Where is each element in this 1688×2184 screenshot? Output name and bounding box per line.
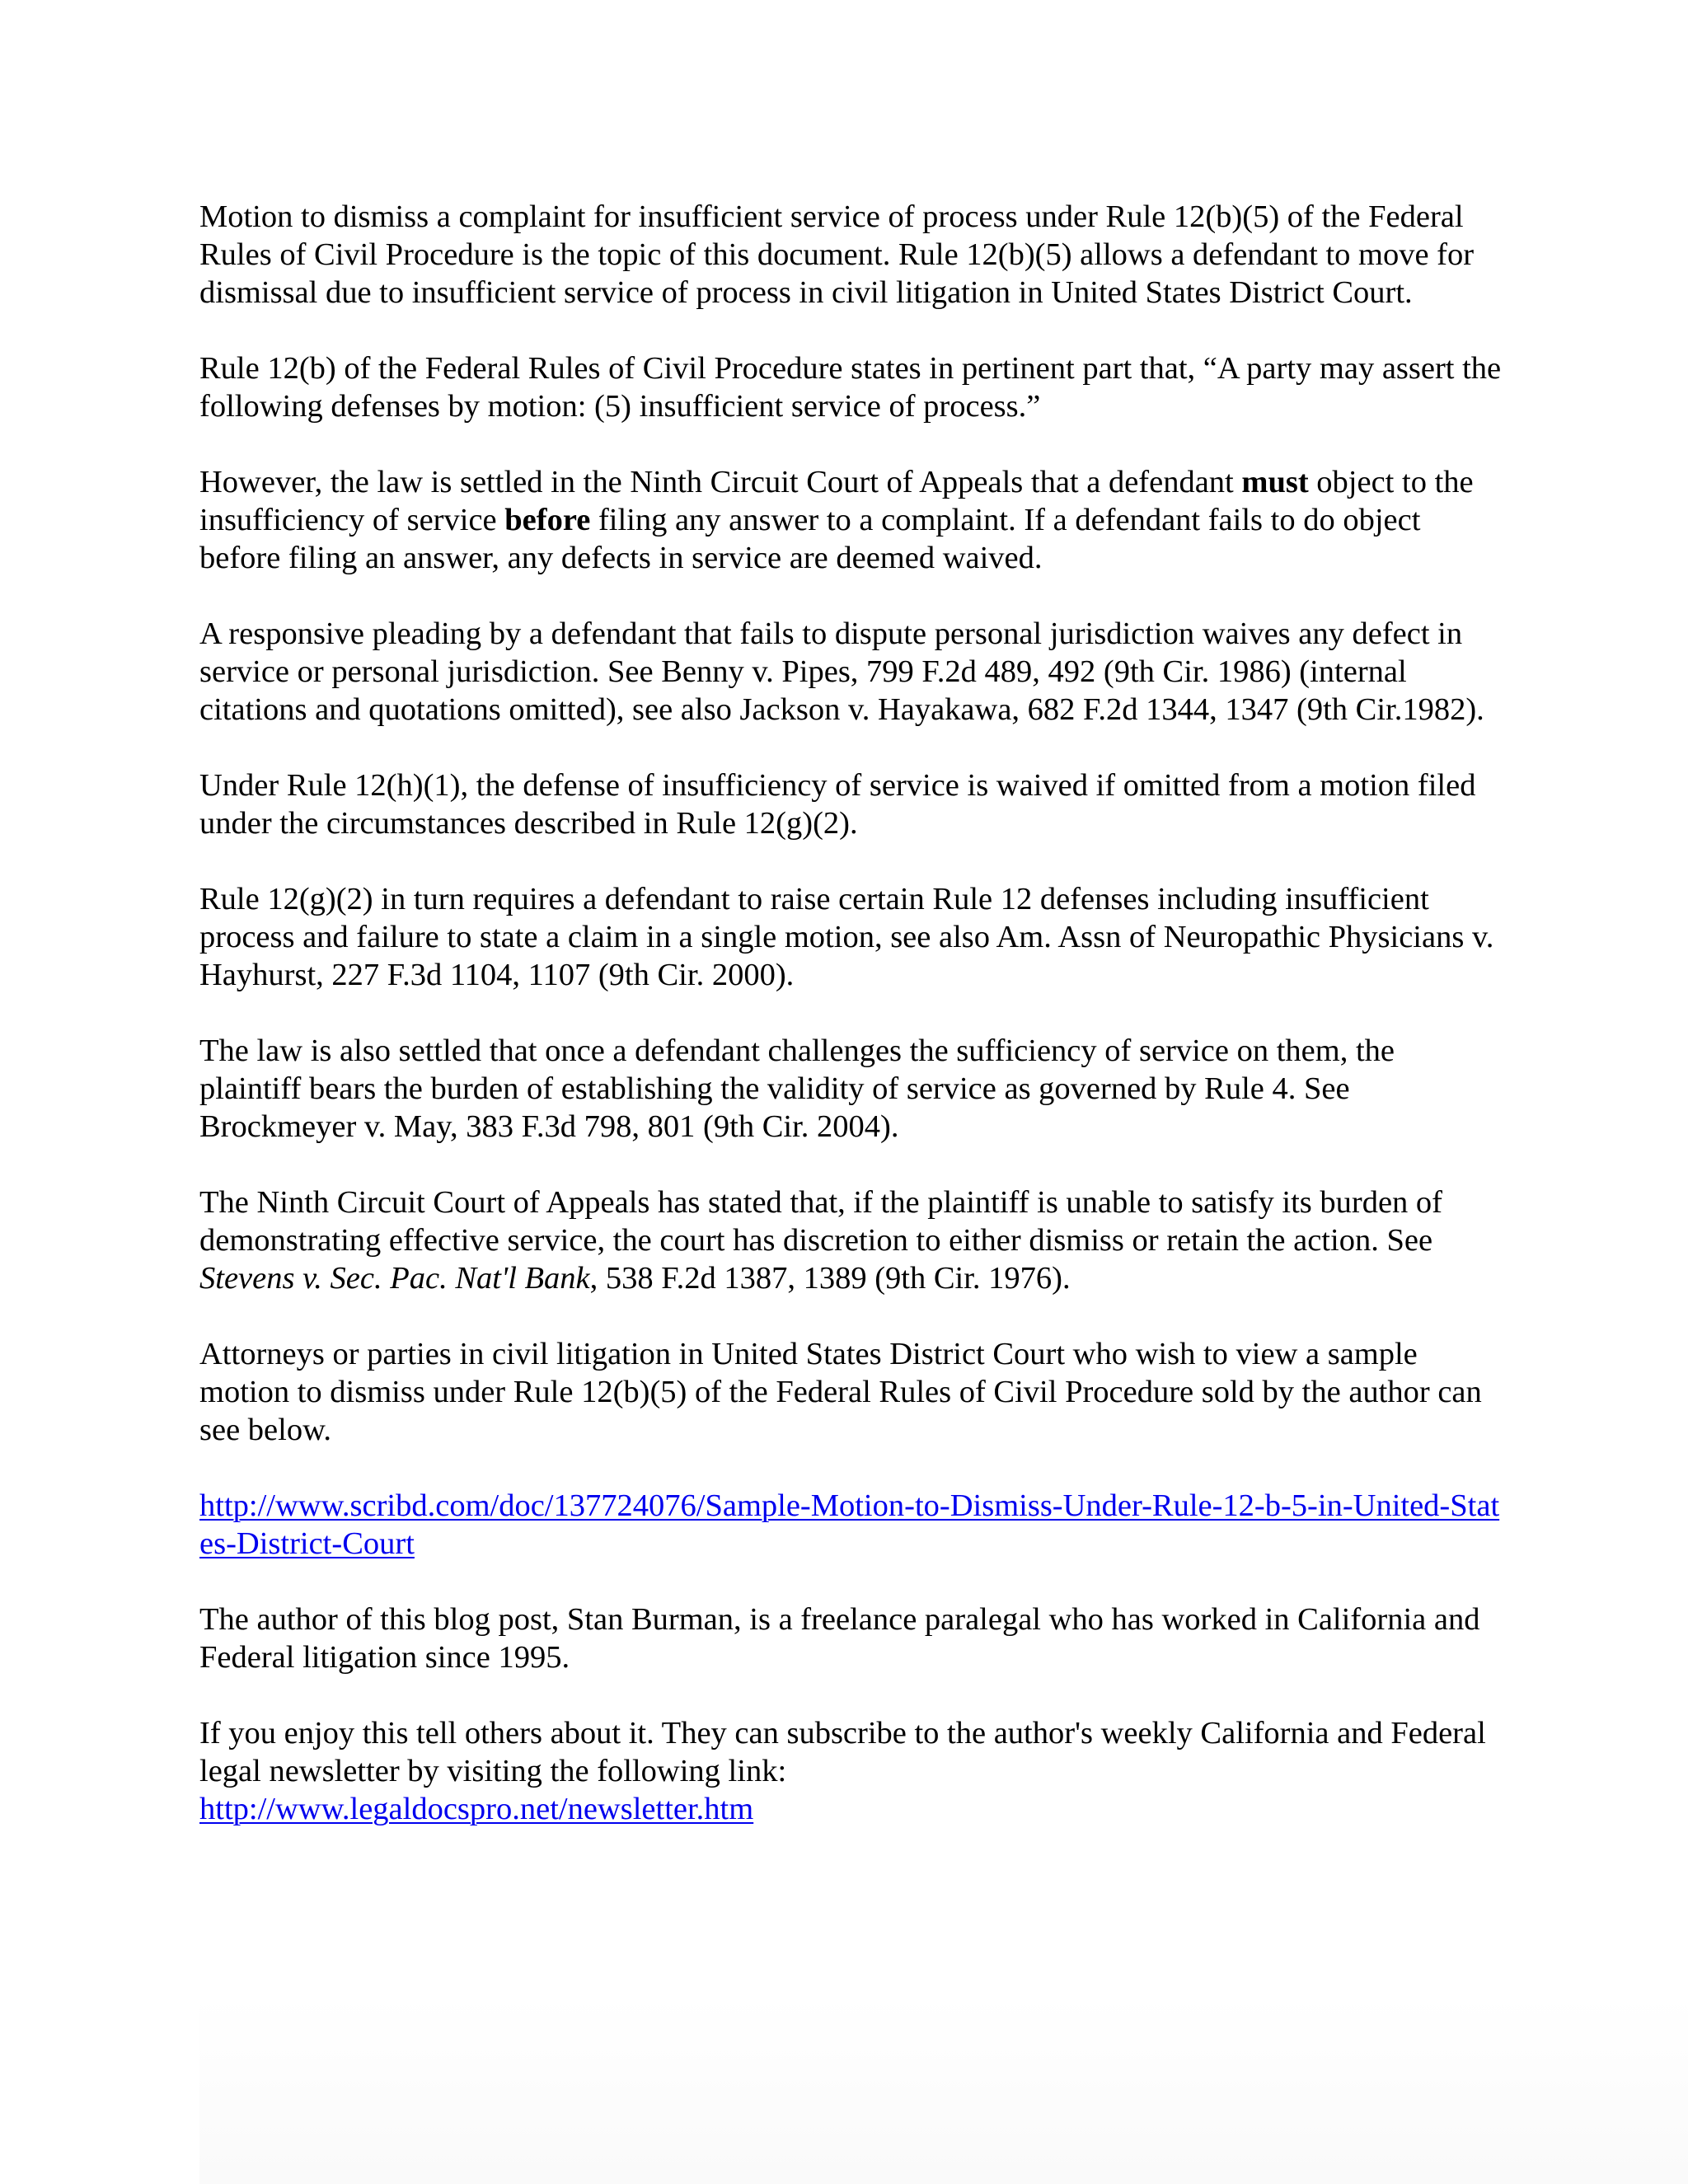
bold-must: must (1241, 465, 1309, 499)
paragraph-newsletter-link (199, 1790, 1502, 1828)
text-segment: , 538 F.2d 1387, 1389 (9th Cir. 1976). (589, 1261, 1071, 1296)
page-bottom-shade (199, 1994, 1688, 2184)
text-segment: The Ninth Circuit Court of Appeals has stated that, if the plaintiff is unable to satisfy its burden of demonstrating effective service, the court has discretion to either dismiss or retain the action. See (199, 1185, 1443, 1258)
paragraph-scribd-link (199, 1487, 1502, 1563)
text-segment: object to the insufficiency of service (199, 465, 1474, 537)
text-segment: However, the law is settled in the Ninth Circuit Court of Appeals that a defendant (199, 465, 1242, 499)
text-segment: filing any answer to a complaint. If a defendant fails to do object before filing an answer, any defects in service are deemed waived. (199, 503, 1421, 575)
case-name-italic: Stevens v. Sec. Pac. Nat'l Bank (199, 1261, 590, 1296)
paragraph-newsletter: If you enjoy this tell others about it. They can subscribe to the author's weekly California and Federal legal newsletter by visiting the following link: (199, 1716, 1486, 1788)
paragraph-rule-12b: Rule 12(b) of the Federal Rules of Civil Procedure states in pertinent part that, “A party may assert the following defenses by motion: (5) insufficient service of process.” (199, 351, 1502, 424)
paragraph-ninth-circuit-waiver (199, 463, 1502, 577)
paragraph-rule-12h: Under Rule 12(h)(1), the defense of insufficiency of service is waived if omitted from a motion filed under the circumstances described in Rule 12(g)(2). (199, 768, 1476, 841)
paragraph-sample-motion: Attorneys or parties in civil litigation in United States District Court who wish to view a sample motion to dismiss under Rule 12(b)(5) of the Federal Rules of Civil Procedure sold by the author can see below. (199, 1337, 1482, 1447)
paragraph-discretion (199, 1183, 1502, 1297)
paragraph-responsive-pleading: A responsive pleading by a defendant that fails to dispute personal jurisdiction waives any defect in service or personal jurisdiction. See Benny v. Pipes, 799 F.2d 489, 492 (9th Cir. 1986) (internal citations and quotations omitted), see also Jackson v. Hayakawa, 682 F.2d 1344, 1347 (9th Cir.1982). (199, 616, 1484, 727)
scribd-sample-link[interactable]: http://www.scribd.com/doc/137724076/Sample-Motion-to-Dismiss-Under-Rule-12-b-5-in-United-States-District-Court (199, 1488, 1500, 1561)
newsletter-link[interactable]: http://www.legaldocspro.net/newsletter.htm (199, 1792, 754, 1826)
paragraph-intro: Motion to dismiss a complaint for insufficient service of process under Rule 12(b)(5) of the Federal Rules of Civil Procedure is the topic of this document. Rule 12(b)(5) allows a defendant to move for dismissal due to insufficient service of process in civil litigation in United States District Court. (199, 199, 1475, 310)
paragraph-burden: The law is also settled that once a defendant challenges the sufficiency of service on them, the plaintiff bears the burden of establishing the validity of service as governed by Rule 4. See Brockmeyer v. May, 383 F.3d 798, 801 (9th Cir. 2004). (199, 1033, 1395, 1144)
document-body (199, 198, 1502, 1828)
paragraph-author: The author of this blog post, Stan Burman, is a freelance paralegal who has worked in California and Federal litigation since 1995. (199, 1602, 1480, 1675)
paragraph-rule-12g: Rule 12(g)(2) in turn requires a defendant to raise certain Rule 12 defenses including insufficient process and failure to state a claim in a single motion, see also Am. Assn of Neuropathic Physicians v. Hayhurst, 227 F.3d 1104, 1107 (9th Cir. 2000). (199, 882, 1494, 992)
bold-before: before (504, 503, 591, 537)
